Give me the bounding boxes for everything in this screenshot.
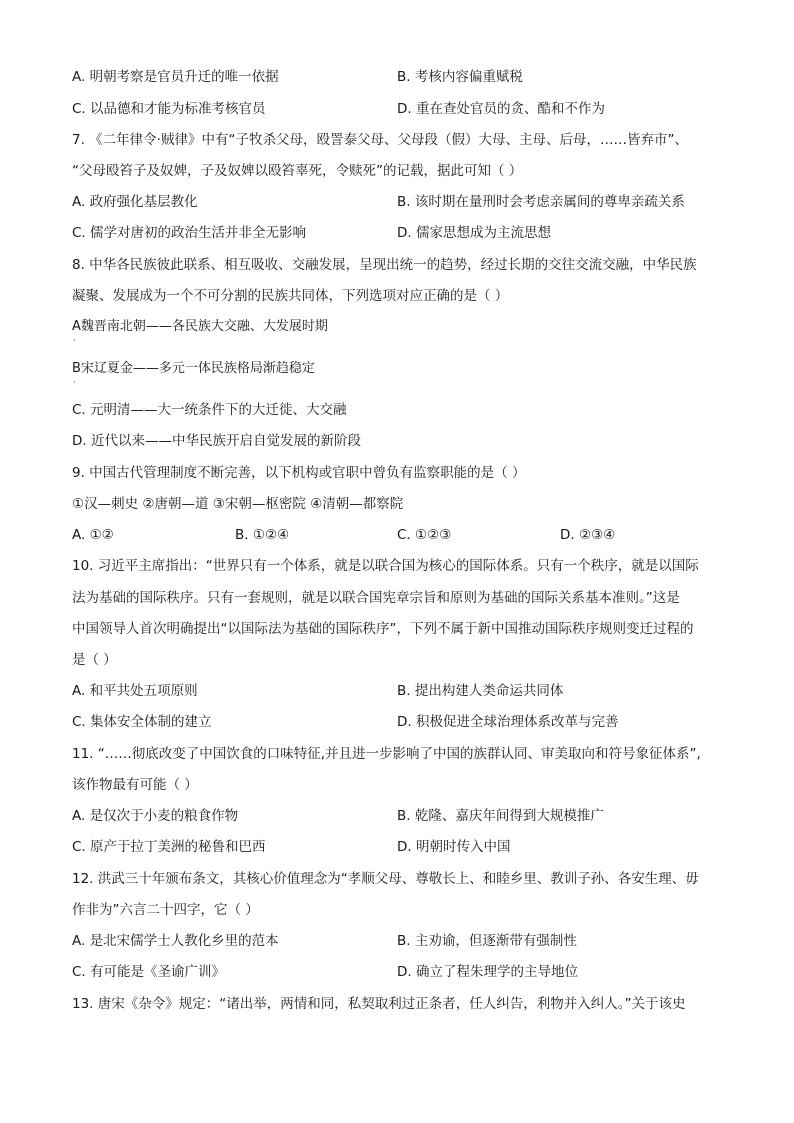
q11-option-a[interactable]: A. 是仅次于小麦的粮食作物 [72, 808, 239, 824]
q7-option-b[interactable]: B. 该时期在量刑时会考虑亲属间的尊卑亲疏关系 [397, 194, 685, 210]
q6-option-c[interactable]: C. 以品德和才能为标准考核官员 [72, 101, 266, 117]
q12-option-a[interactable]: A. 是北宋儒学士人教化乡里的范本 [72, 933, 279, 949]
q7-option-a[interactable]: A. 政府强化基层教化 [72, 194, 198, 210]
q7-option-c[interactable]: C. 儒学对唐初的政治生活并非全无影响 [72, 225, 307, 241]
q9-option-d[interactable]: D. ②③④ [560, 527, 616, 543]
q11-option-c[interactable]: C. 原产于拉丁美洲的秘鲁和巴西 [72, 839, 266, 855]
q9-items: ①汉—刺史 ②唐朝—道 ③宋朝—枢密院 ④清朝—都察院 [72, 496, 404, 512]
q8-stem-line1: 8. 中华各民族彼此联系、相互吸收、交融发展，呈现出统一的趋势，经过长期的交往交流交融，中华民族 [72, 257, 697, 273]
q8-option-b-mark: · [73, 378, 76, 388]
q10-option-a[interactable]: A. 和平共处五项原则 [72, 683, 198, 699]
q8-stem-line2: 凝聚、发展成为一个不可分割的民族共同体，下列选项对应正确的是（ ） [72, 288, 509, 304]
q10-option-c[interactable]: C. 集体安全体制的建立 [72, 714, 212, 730]
q13-stem-line1: 13. 唐宋《杂令》规定：“诸出举，两情和同，私契取利过正条者，任人纠告，利物并入纠人。”关于该史 [72, 996, 686, 1012]
q6-option-b[interactable]: B. 考核内容偏重赋税 [397, 69, 523, 85]
q10-stem-line1: 10. 习近平主席指出：“世界只有一个体系，就是以联合国为核心的国际体系。只有一个秩序，就是以国际 [72, 558, 699, 574]
q11-option-b[interactable]: B. 乾隆、嘉庆年间得到大规模推广 [397, 808, 604, 824]
q9-option-b[interactable]: B. ①②④ [235, 527, 290, 543]
q8-option-d[interactable]: D. 近代以来——中华民族开启自觉发展的新阶段 [72, 433, 361, 449]
q8-option-b[interactable]: B宋辽夏金——多元一体民族格局渐趋稳定 [72, 361, 315, 376]
q6-option-d[interactable]: D. 重在查处官员的贪、酷和不作为 [397, 101, 605, 117]
q11-stem-line2: 该作物最有可能（ ） [72, 777, 198, 793]
q10-stem-line4: 是（ ） [72, 652, 117, 668]
q8-option-a[interactable]: A魏晋南北朝——各民族大交融、大发展时期 [72, 319, 328, 334]
q12-option-d[interactable]: D. 确立了程朱理学的主导地位 [397, 964, 578, 980]
q11-stem-line1: 11. “……彻底改变了中国饮食的口味特征,并且进一步影响了中国的族群认同、审美取向和符号象征体系”, [72, 746, 701, 762]
q9-option-c[interactable]: C. ①②③ [397, 527, 452, 543]
q10-option-b[interactable]: B. 提出构建人类命运共同体 [397, 683, 564, 699]
q12-option-c[interactable]: C. 有可能是《圣谕广训》 [72, 964, 226, 980]
q10-stem-line3: 中国领导人首次明确提出“以国际法为基础的国际秩序”，下列不属于新中国推动国际秩序规则变迁过程的 [72, 621, 694, 637]
q6-option-a[interactable]: A. 明朝考察是官员升迁的唯一依据 [72, 69, 279, 85]
q9-option-a[interactable]: A. ①② [72, 527, 114, 543]
q7-option-d[interactable]: D. 儒家思想成为主流思想 [397, 225, 551, 241]
q7-stem-line1: 7. 《二年律令·贼律》中有“子牧杀父母，殴詈泰父母、父母段（假）大母、主母、后母，……皆弃市”、 [72, 132, 688, 148]
q12-stem-line1: 12. 洪武三十年颁布条文，其核心价值理念为“孝顺父母、尊敬长上、和睦乡里、教训子孙、各安生理、毋 [72, 871, 699, 887]
q8-option-a-mark: · [73, 336, 76, 346]
q9-stem-line1: 9. 中国古代管理制度不断完善，以下机构或官职中曾负有监察职能的是（ ） [72, 465, 526, 481]
q11-option-d[interactable]: D. 明朝时传入中国 [397, 839, 511, 855]
q12-stem-line2: 作非为”六言二十四字，它（ ） [72, 902, 259, 918]
q8-option-c[interactable]: C. 元明清——大一统条件下的大迁徙、大交融 [72, 402, 347, 418]
q7-stem-line2: “父母殴笞子及奴婢，子及奴婢以殴笞辜死，令赎死”的记载，据此可知（ ） [72, 163, 523, 179]
q10-option-d[interactable]: D. 积极促进全球治理体系改革与完善 [397, 714, 619, 730]
q12-option-b[interactable]: B. 主劝谕，但逐渐带有强制性 [397, 933, 577, 949]
q10-stem-line2: 法为基础的国际秩序。只有一套规则，就是以联合国宪章宗旨和原则为基础的国际关系基本准则。”这是 [72, 590, 680, 606]
